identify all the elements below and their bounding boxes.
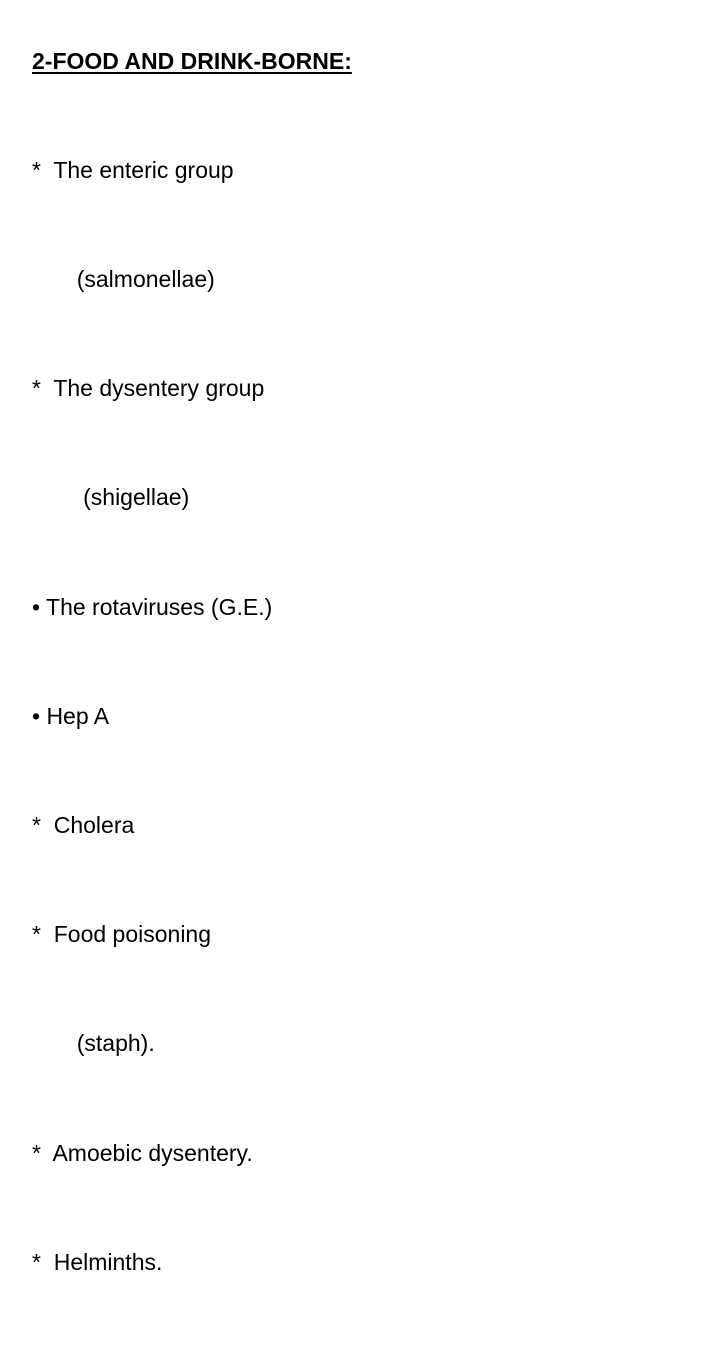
slide-title: 2-FOOD AND DRINK-BORNE: — [32, 48, 352, 74]
list-item-cholera: * Cholera — [32, 812, 135, 839]
list-item-enteric-group: * The enteric group — [32, 156, 234, 183]
list-item-staph: (staph). — [32, 1030, 155, 1057]
list-item-hep-a: • Hep A — [32, 702, 110, 729]
list-item-amoebic-dysentery: * Amoebic dysentery. — [32, 1139, 253, 1166]
list-item-food-poisoning: * Food poisoning — [32, 921, 212, 948]
list-item-salmonellae: (salmonellae) — [32, 266, 215, 293]
bullet-list — [32, 79, 272, 1353]
list-item-shigellae: (shigellae) — [32, 484, 190, 511]
list-item-helminths: * Helminths. — [32, 1248, 163, 1275]
list-item-rotaviruses: • The rotaviruses (G.E.) — [32, 593, 273, 620]
list-item-dysentery-group: * The dysentery group — [32, 375, 265, 402]
